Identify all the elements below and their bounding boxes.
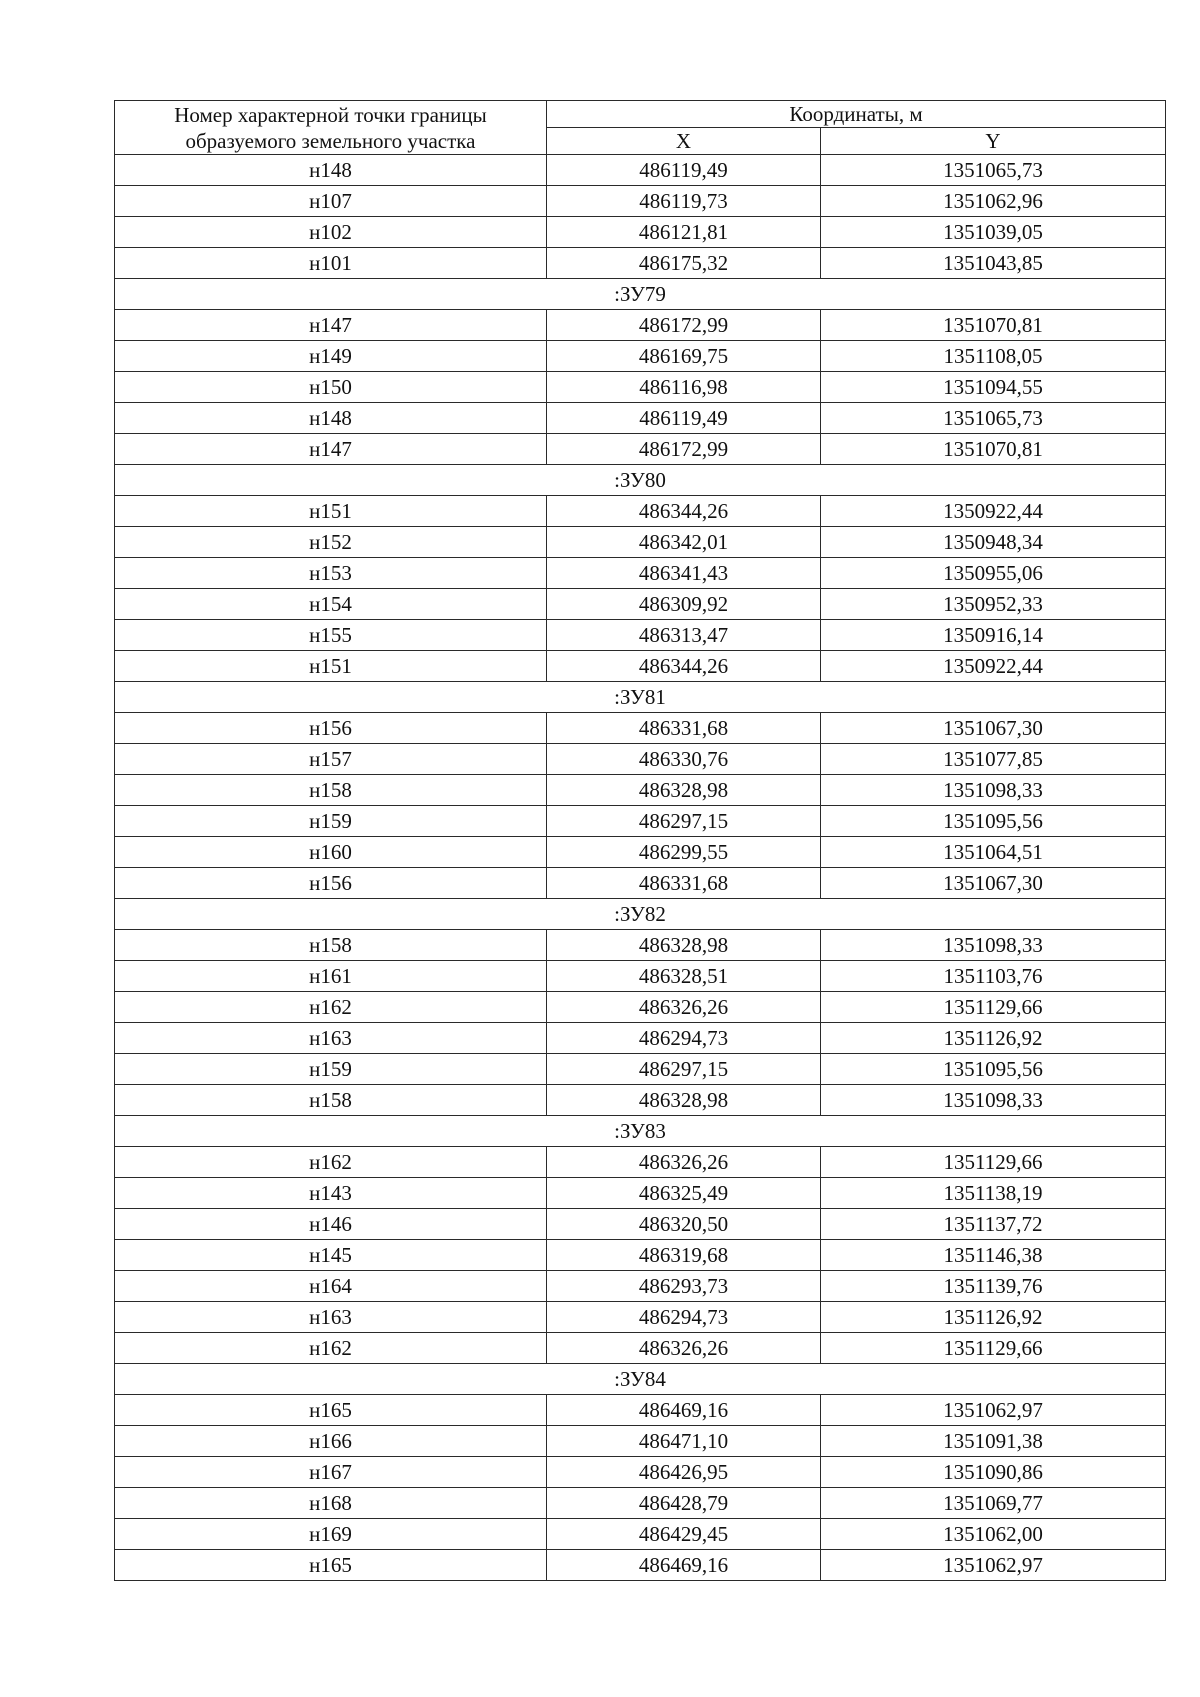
- parcel-group-row: [115, 682, 1166, 713]
- point-number-cell: н102: [115, 217, 547, 248]
- point-number-cell: н152: [115, 527, 547, 558]
- table-row: [115, 620, 1166, 651]
- x-coordinate-cell: 486319,68: [547, 1240, 821, 1271]
- y-coordinate-cell: 1351069,77: [821, 1488, 1166, 1519]
- table-row: [115, 186, 1166, 217]
- y-coordinate-cell: 1351103,76: [821, 961, 1166, 992]
- y-coordinate-cell: 1351129,66: [821, 992, 1166, 1023]
- y-coordinate-cell: 1351098,33: [821, 930, 1166, 961]
- point-number-cell: н162: [115, 992, 547, 1023]
- table-row: [115, 1054, 1166, 1085]
- table-row: [115, 155, 1166, 186]
- x-coordinate-cell: 486326,26: [547, 992, 821, 1023]
- x-coordinate-cell: 486328,98: [547, 930, 821, 961]
- point-number-cell: н148: [115, 403, 547, 434]
- table-row: [115, 1023, 1166, 1054]
- point-number-cell: н165: [115, 1395, 547, 1426]
- y-coordinate-cell: 1351070,81: [821, 434, 1166, 465]
- point-number-cell: н156: [115, 713, 547, 744]
- x-coordinate-cell: 486172,99: [547, 310, 821, 341]
- table-row: [115, 1209, 1166, 1240]
- x-coordinate-cell: 486328,51: [547, 961, 821, 992]
- point-number-cell: н158: [115, 1085, 547, 1116]
- table-row: [115, 651, 1166, 682]
- point-number-cell: н148: [115, 155, 547, 186]
- x-coordinate-cell: 486294,73: [547, 1302, 821, 1333]
- y-coordinate-cell: 1351095,56: [821, 1054, 1166, 1085]
- x-coordinate-cell: 486320,50: [547, 1209, 821, 1240]
- point-number-cell: н147: [115, 310, 547, 341]
- point-number-cell: н163: [115, 1302, 547, 1333]
- point-number-cell: н168: [115, 1488, 547, 1519]
- parcel-group-row: [115, 279, 1166, 310]
- table-row: [115, 806, 1166, 837]
- table-row: [115, 248, 1166, 279]
- point-number-cell: н107: [115, 186, 547, 217]
- x-coordinate-cell: 486429,45: [547, 1519, 821, 1550]
- parcel-group-title: :ЗУ83: [115, 1116, 1166, 1147]
- y-coordinate-cell: 1350922,44: [821, 496, 1166, 527]
- y-coordinate-cell: 1351098,33: [821, 1085, 1166, 1116]
- y-coordinate-cell: 1351039,05: [821, 217, 1166, 248]
- y-column-header: Y: [821, 128, 1166, 155]
- point-number-cell: н145: [115, 1240, 547, 1271]
- table-row: [115, 1085, 1166, 1116]
- point-number-header-line2: образуемого земельного участка: [185, 128, 476, 153]
- table-row: [115, 1395, 1166, 1426]
- point-number-cell: н160: [115, 837, 547, 868]
- x-coordinate-cell: 486428,79: [547, 1488, 821, 1519]
- x-coordinate-cell: 486326,26: [547, 1147, 821, 1178]
- x-coordinate-cell: 486175,32: [547, 248, 821, 279]
- point-number-cell: н151: [115, 496, 547, 527]
- point-number-cell: н101: [115, 248, 547, 279]
- table-row: [115, 1147, 1166, 1178]
- parcel-group-row: [115, 899, 1166, 930]
- table-row: [115, 744, 1166, 775]
- table-row: [115, 589, 1166, 620]
- point-number-cell: н151: [115, 651, 547, 682]
- y-coordinate-cell: 1350948,34: [821, 527, 1166, 558]
- table-row: [115, 1333, 1166, 1364]
- table-row: [115, 1271, 1166, 1302]
- point-number-cell: н164: [115, 1271, 547, 1302]
- parcel-group-title: :ЗУ81: [115, 682, 1166, 713]
- table-row: [115, 372, 1166, 403]
- y-coordinate-cell: 1351126,92: [821, 1302, 1166, 1333]
- point-number-cell: н153: [115, 558, 547, 589]
- y-coordinate-cell: 1351129,66: [821, 1147, 1166, 1178]
- x-coordinate-cell: 486297,15: [547, 806, 821, 837]
- x-coordinate-cell: 486294,73: [547, 1023, 821, 1054]
- x-coordinate-cell: 486341,43: [547, 558, 821, 589]
- y-coordinate-cell: 1351139,76: [821, 1271, 1166, 1302]
- x-coordinate-cell: 486172,99: [547, 434, 821, 465]
- y-coordinate-cell: 1351064,51: [821, 837, 1166, 868]
- x-coordinate-cell: 486344,26: [547, 651, 821, 682]
- x-coordinate-cell: 486469,16: [547, 1550, 821, 1581]
- point-number-cell: н167: [115, 1457, 547, 1488]
- x-coordinate-cell: 486119,49: [547, 403, 821, 434]
- x-coordinate-cell: 486328,98: [547, 775, 821, 806]
- y-coordinate-cell: 1350952,33: [821, 589, 1166, 620]
- parcel-group-title: :ЗУ82: [115, 899, 1166, 930]
- y-coordinate-cell: 1351146,38: [821, 1240, 1166, 1271]
- parcel-group-row: [115, 1364, 1166, 1395]
- y-coordinate-cell: 1351067,30: [821, 713, 1166, 744]
- table-row: [115, 434, 1166, 465]
- table-row: [115, 341, 1166, 372]
- table-row: [115, 1426, 1166, 1457]
- table-row: [115, 868, 1166, 899]
- y-coordinate-cell: 1351137,72: [821, 1209, 1166, 1240]
- table-row: [115, 1488, 1166, 1519]
- x-coordinate-cell: 486119,49: [547, 155, 821, 186]
- point-number-cell: н165: [115, 1550, 547, 1581]
- x-coordinate-cell: 486328,98: [547, 1085, 821, 1116]
- x-coordinate-cell: 486119,73: [547, 186, 821, 217]
- point-number-cell: н143: [115, 1178, 547, 1209]
- table-row: [115, 558, 1166, 589]
- point-number-cell: н162: [115, 1147, 547, 1178]
- parcel-group-row: [115, 1116, 1166, 1147]
- table-row: [115, 961, 1166, 992]
- y-coordinate-cell: 1351108,05: [821, 341, 1166, 372]
- parcel-group-title: :ЗУ79: [115, 279, 1166, 310]
- x-coordinate-cell: 486309,92: [547, 589, 821, 620]
- point-number-header: [115, 101, 547, 155]
- coordinates-table-body: [115, 101, 1166, 1581]
- point-number-cell: н162: [115, 1333, 547, 1364]
- x-coordinate-cell: 486169,75: [547, 341, 821, 372]
- point-number-cell: н149: [115, 341, 547, 372]
- y-coordinate-cell: 1351138,19: [821, 1178, 1166, 1209]
- y-coordinate-cell: 1351065,73: [821, 403, 1166, 434]
- x-column-header: X: [547, 128, 821, 155]
- x-coordinate-cell: 486344,26: [547, 496, 821, 527]
- table-row: [115, 1302, 1166, 1333]
- table-row: [115, 310, 1166, 341]
- table-row: [115, 775, 1166, 806]
- parcel-group-row: [115, 465, 1166, 496]
- table-row: [115, 930, 1166, 961]
- y-coordinate-cell: 1351090,86: [821, 1457, 1166, 1488]
- point-number-cell: н159: [115, 1054, 547, 1085]
- coordinates-header: Координаты, м: [547, 101, 1166, 128]
- y-coordinate-cell: 1350922,44: [821, 651, 1166, 682]
- x-coordinate-cell: 486426,95: [547, 1457, 821, 1488]
- table-row: [115, 992, 1166, 1023]
- x-coordinate-cell: 486299,55: [547, 837, 821, 868]
- y-coordinate-cell: 1351126,92: [821, 1023, 1166, 1054]
- y-coordinate-cell: 1350916,14: [821, 620, 1166, 651]
- point-number-cell: н155: [115, 620, 547, 651]
- parcel-group-title: :ЗУ84: [115, 1364, 1166, 1395]
- coordinates-table: [114, 100, 1166, 1581]
- x-coordinate-cell: 486121,81: [547, 217, 821, 248]
- y-coordinate-cell: 1351065,73: [821, 155, 1166, 186]
- table-header-row-top: [115, 101, 1166, 128]
- point-number-header-line1: Номер характерной точки границы: [174, 102, 487, 127]
- y-coordinate-cell: 1351062,96: [821, 186, 1166, 217]
- table-row: [115, 1550, 1166, 1581]
- point-number-cell: н146: [115, 1209, 547, 1240]
- x-coordinate-cell: 486326,26: [547, 1333, 821, 1364]
- table-row: [115, 217, 1166, 248]
- x-coordinate-cell: 486331,68: [547, 868, 821, 899]
- x-coordinate-cell: 486293,73: [547, 1271, 821, 1302]
- table-row: [115, 1457, 1166, 1488]
- y-coordinate-cell: 1351043,85: [821, 248, 1166, 279]
- x-coordinate-cell: 486116,98: [547, 372, 821, 403]
- y-coordinate-cell: 1351062,00: [821, 1519, 1166, 1550]
- table-row: [115, 837, 1166, 868]
- x-coordinate-cell: 486331,68: [547, 713, 821, 744]
- y-coordinate-cell: 1351067,30: [821, 868, 1166, 899]
- point-number-cell: н158: [115, 775, 547, 806]
- y-coordinate-cell: 1351070,81: [821, 310, 1166, 341]
- table-row: [115, 527, 1166, 558]
- y-coordinate-cell: 1350955,06: [821, 558, 1166, 589]
- point-number-cell: н156: [115, 868, 547, 899]
- table-row: [115, 1519, 1166, 1550]
- y-coordinate-cell: 1351062,97: [821, 1395, 1166, 1426]
- y-coordinate-cell: 1351094,55: [821, 372, 1166, 403]
- table-row: [115, 403, 1166, 434]
- parcel-group-title: :ЗУ80: [115, 465, 1166, 496]
- point-number-cell: н163: [115, 1023, 547, 1054]
- point-number-cell: н150: [115, 372, 547, 403]
- x-coordinate-cell: 486325,49: [547, 1178, 821, 1209]
- point-number-cell: н157: [115, 744, 547, 775]
- x-coordinate-cell: 486342,01: [547, 527, 821, 558]
- point-number-cell: н158: [115, 930, 547, 961]
- x-coordinate-cell: 486469,16: [547, 1395, 821, 1426]
- table-row: [115, 1178, 1166, 1209]
- point-number-cell: н161: [115, 961, 547, 992]
- x-coordinate-cell: 486297,15: [547, 1054, 821, 1085]
- y-coordinate-cell: 1351062,97: [821, 1550, 1166, 1581]
- point-number-cell: н159: [115, 806, 547, 837]
- x-coordinate-cell: 486330,76: [547, 744, 821, 775]
- point-number-cell: н154: [115, 589, 547, 620]
- point-number-cell: н166: [115, 1426, 547, 1457]
- point-number-cell: н147: [115, 434, 547, 465]
- table-row: [115, 713, 1166, 744]
- y-coordinate-cell: 1351095,56: [821, 806, 1166, 837]
- y-coordinate-cell: 1351091,38: [821, 1426, 1166, 1457]
- y-coordinate-cell: 1351129,66: [821, 1333, 1166, 1364]
- x-coordinate-cell: 486313,47: [547, 620, 821, 651]
- x-coordinate-cell: 486471,10: [547, 1426, 821, 1457]
- y-coordinate-cell: 1351077,85: [821, 744, 1166, 775]
- table-row: [115, 1240, 1166, 1271]
- point-number-cell: н169: [115, 1519, 547, 1550]
- table-row: [115, 496, 1166, 527]
- y-coordinate-cell: 1351098,33: [821, 775, 1166, 806]
